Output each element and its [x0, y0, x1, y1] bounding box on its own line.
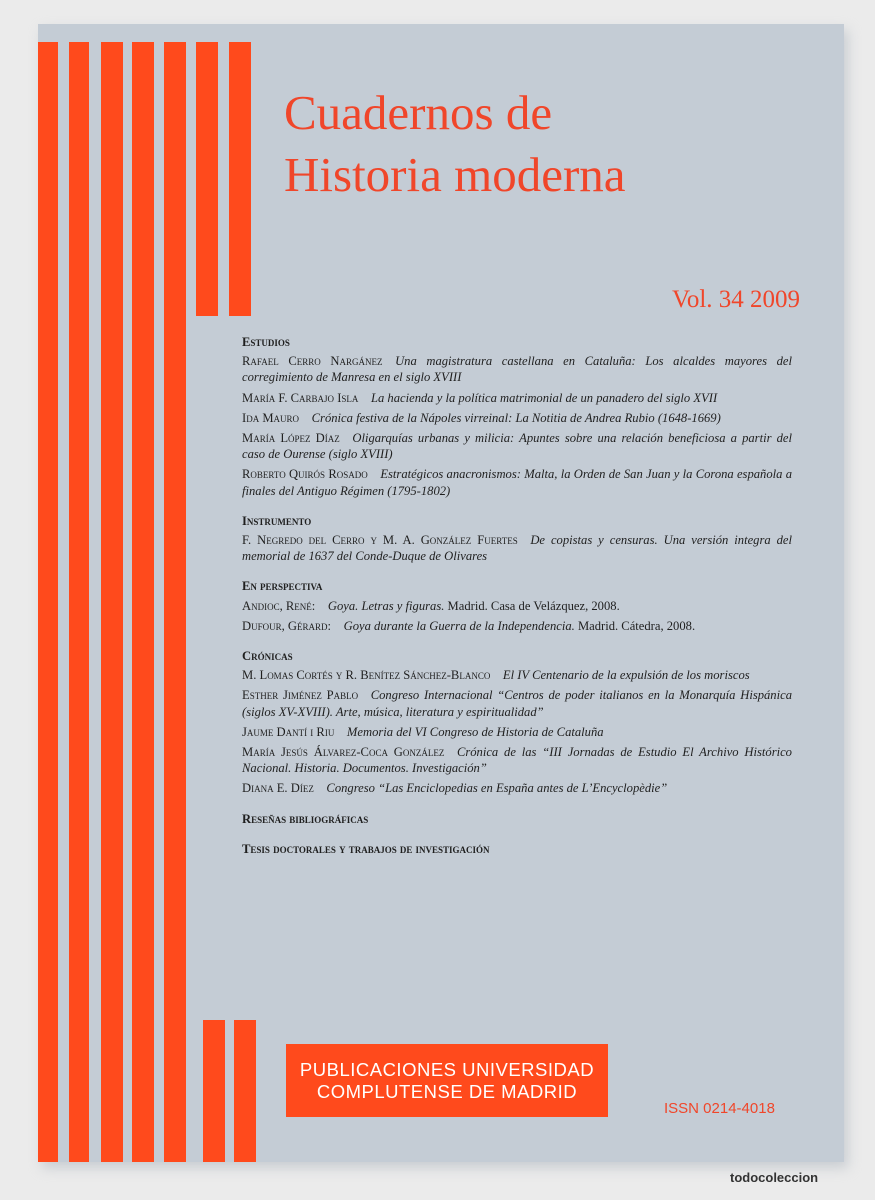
section-heading: Reseñas bibliográficas	[242, 811, 369, 826]
cover-stripe	[234, 1020, 256, 1162]
section-heading: En perspectiva	[242, 579, 323, 594]
watermark: todocoleccion	[730, 1170, 819, 1185]
entry-author: M. Lomas Cortés y R. Benítez Sánchez-Blanco	[242, 668, 491, 683]
cover-stripe	[69, 42, 89, 1162]
cover-stripe	[229, 42, 251, 316]
toc-entry	[242, 532, 792, 564]
toc-entry	[242, 410, 792, 426]
toc-entry	[242, 390, 792, 406]
entry-author: María López Díaz	[242, 431, 340, 446]
cover-stripe	[196, 42, 218, 316]
issn-label: ISSN 0214-4018	[664, 1100, 775, 1117]
entry-work: De copistas y censuras. Una versión integra del memorial de 1637 del Conde-Duque de Olivares	[242, 533, 792, 564]
publisher-block	[286, 1044, 608, 1117]
entry-work: Goya durante la Guerra de la Independencia.	[343, 618, 575, 633]
toc-entry	[242, 667, 792, 683]
entry-work: Crónica de las “III Jornadas de Estudio El Archivo Histórico Nacional. Historia. Documentos. Investigación”	[242, 745, 792, 776]
entry-author: Esther Jiménez Pablo	[242, 688, 359, 703]
entry-author: María F. Carbajo Isla	[242, 390, 359, 405]
entry-work: Memoria del VI Congreso de Historia de Cataluña	[346, 724, 604, 739]
title-line-1: Cuadernos de	[284, 85, 553, 140]
entry-work: Crónica festiva de la Nápoles virreinal: La Notitia de Andrea Rubio (1648-1669)	[311, 410, 721, 425]
entry-author: Ida Mauro	[242, 410, 300, 425]
entry-work: Una magistratura castellana en Cataluña: Los alcaldes mayores del corregimiento de Manresa en el siglo XVIII	[242, 354, 792, 385]
section-heading: Instrumento	[242, 513, 312, 528]
section-heading: Estudios	[242, 335, 290, 349]
entry-work: Oligarquías urbanas y milicia: Apuntes sobre una relación beneficiosa a partir del caso de Ourense (siglo XVIII)	[242, 431, 793, 462]
toc-entry	[242, 687, 792, 719]
book-cover	[38, 24, 844, 1162]
toc-entry	[242, 780, 792, 796]
table-of-contents	[242, 334, 792, 860]
volume-label: Vol. 34 2009	[672, 286, 801, 313]
entry-work: El IV Centenario de la expulsión de los moriscos	[502, 668, 750, 683]
toc-entry	[242, 598, 792, 614]
entry-author: Roberto Quirós Rosado	[242, 467, 368, 482]
entry-work: Congreso Internacional “Centros de poder italianos en la Monarquía Hispánica (siglos XV-XVIII). Arte, música, literatura y espiritualidad”	[242, 688, 792, 719]
entry-publication: Madrid. Casa de Velázquez, 2008.	[447, 598, 620, 613]
entry-author: Rafael Cerro Nargánez	[242, 354, 383, 369]
toc-entry	[242, 353, 792, 385]
entry-work: Goya. Letras y figuras.	[327, 598, 445, 613]
toc-entry	[242, 430, 792, 462]
toc-entry	[242, 466, 792, 498]
cover-stripe	[38, 42, 58, 1162]
journal-title	[284, 82, 844, 206]
title-line-2: Historia moderna	[284, 147, 626, 202]
cover-stripe	[101, 42, 123, 1162]
publisher-line-2: COMPLUTENSE DE MADRID	[316, 1080, 578, 1102]
cover-stripe	[203, 1020, 225, 1162]
entry-publication: Madrid. Cátedra, 2008.	[577, 618, 696, 633]
entry-work: Congreso “Las Enciclopedias en España antes de L’Encyclopèdie”	[326, 781, 668, 796]
entry-author: Diana E. Díez	[242, 781, 314, 796]
entry-author: María Jesús Álvarez-Coca González	[242, 745, 445, 760]
publisher-line-1: PUBLICACIONES UNIVERSIDAD	[299, 1058, 595, 1080]
cover-stripe	[132, 42, 154, 1162]
entry-work: La hacienda y la política matrimonial de un panadero del siglo XVII	[370, 390, 718, 405]
section-heading: Tesis doctorales y trabajos de investigación	[242, 841, 490, 856]
entry-author: F. Negredo del Cerro y M. A. González Fuertes	[242, 533, 518, 548]
cover-stripe	[164, 42, 186, 1162]
toc-entry	[242, 724, 792, 740]
entry-author: Jaume Dantí i Riu	[242, 724, 335, 739]
entry-work: Estratégicos anacronismos: Malta, la Orden de San Juan y la Corona española a finales del Antiguo Régimen (1795-1802)	[242, 467, 793, 498]
toc-entry	[242, 744, 792, 776]
entry-author: Dufour, Gérard:	[242, 618, 331, 633]
section-heading: Crónicas	[242, 649, 293, 664]
toc-entry	[242, 618, 792, 634]
entry-author: Andioc, René:	[242, 598, 316, 613]
